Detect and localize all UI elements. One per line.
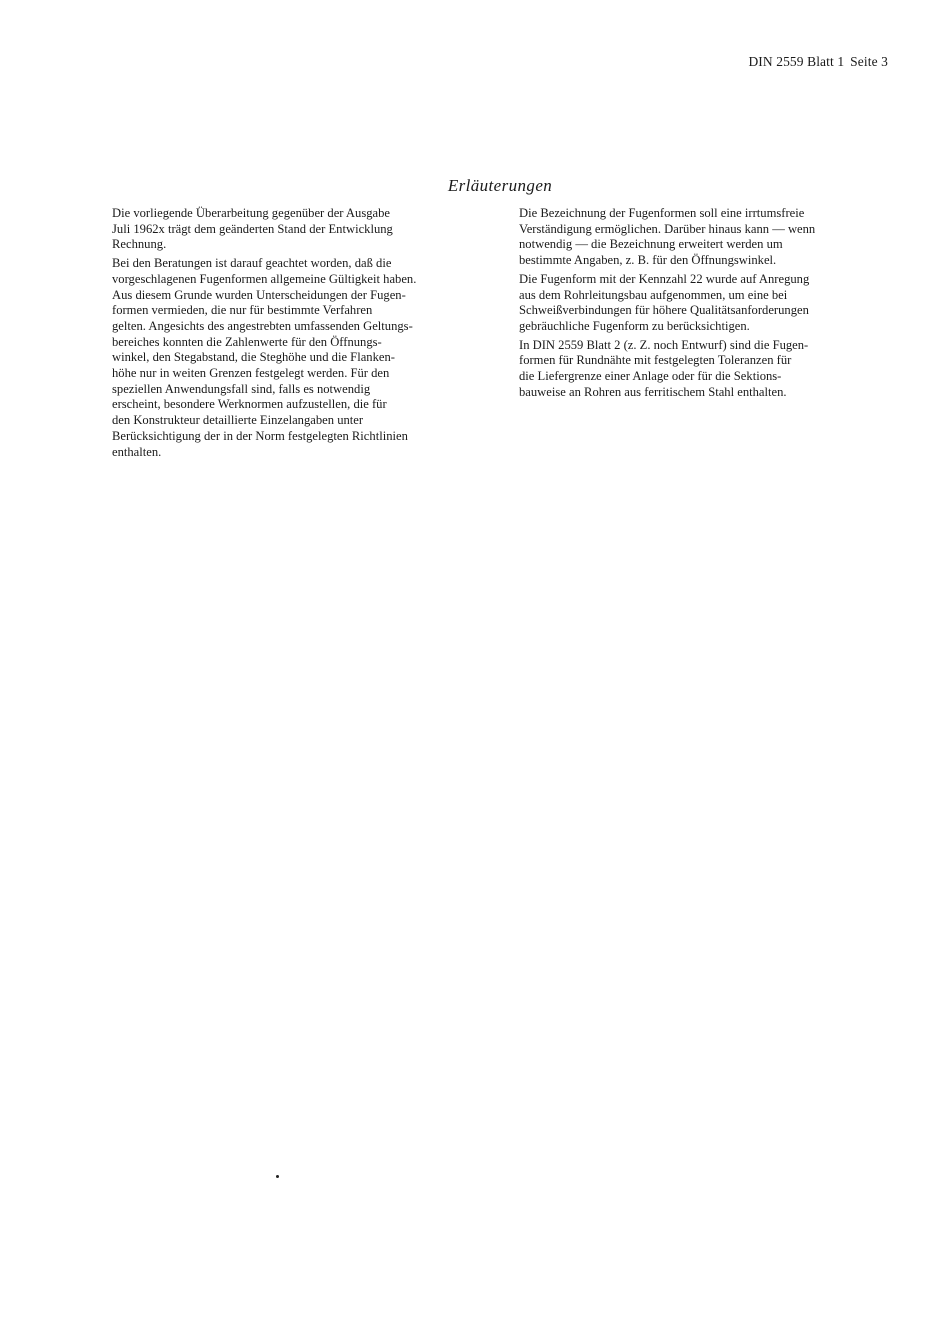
- text-line: die Liefergrenze einer Anlage oder für die Sektions-: [519, 369, 782, 384]
- page-number: Seite 3: [850, 54, 888, 69]
- text-line: Verständigung ermöglichen. Darüber hinaus kann — wenn: [519, 221, 816, 236]
- text-line: den Konstrukteur detaillierte Einzelangaben unter: [112, 413, 364, 428]
- text-line: gelten. Angesichts des angestrebten umfassenden Geltungs-: [112, 318, 413, 333]
- text-line: Die Fugenform mit der Kennzahl 22 wurde auf Anregung: [519, 271, 810, 286]
- text-line: formen vermieden, die nur für bestimmte Verfahren: [112, 303, 373, 318]
- text-line: Die vorliegende Überarbeitung gegenüber der Ausgabe: [112, 206, 391, 220]
- text-line: winkel, den Stegabstand, die Steghöhe und die Flanken-: [112, 350, 395, 365]
- text-line: höhe nur in weiten Grenzen festgelegt werden. Für den: [112, 366, 390, 381]
- text-line: Aus diesem Grunde wurden Unterscheidungen der Fugen-: [112, 287, 406, 302]
- text-line: notwendig — die Bezeichnung erweitert werden um: [519, 237, 783, 252]
- text-line: gebräuchliche Fugenform zu berücksichtigen.: [519, 318, 750, 333]
- text-line: Rechnung.: [112, 237, 167, 252]
- page-header: [748, 54, 888, 70]
- paragraph: [519, 338, 894, 401]
- text-line: In DIN 2559 Blatt 2 (z. Z. noch Entwurf) sind die Fugen-: [519, 337, 809, 352]
- section-title: Erläuterungen: [447, 176, 553, 195]
- text-line: bereiches konnten die Zahlenwerte für den Öffnungs-: [112, 334, 382, 349]
- text-line: Bei den Beratungen ist darauf geachtet worden, daß die: [112, 256, 392, 271]
- paragraph: [112, 206, 497, 253]
- text-line: bestimmte Angaben, z. B. für den Öffnungswinkel.: [519, 253, 777, 268]
- text-line: Juli 1962x trägt dem geänderten Stand der Entwicklung: [112, 221, 393, 236]
- left-column: [112, 206, 497, 463]
- stray-mark: [276, 1175, 279, 1178]
- text-line: formen für Rundnähte mit festgelegten Toleranzen für: [519, 353, 792, 368]
- paragraph: [112, 256, 497, 460]
- text-line: vorgeschlagenen Fugenformen allgemeine Gültigkeit haben.: [112, 271, 417, 286]
- text-line: enthalten.: [112, 444, 162, 459]
- text-line: bauweise an Rohren aus ferritischem Stahl enthalten.: [519, 384, 787, 399]
- text-line: speziellen Anwendungsfall sind, falls es notwendig: [112, 381, 371, 396]
- paragraph: [519, 206, 894, 269]
- text-line: Berücksichtigung der in der Norm festgelegten Richtlinien: [112, 428, 408, 443]
- text-line: aus dem Rohrleitungsbau aufgenommen, um eine bei: [519, 287, 788, 302]
- text-line: Die Bezeichnung der Fugenformen soll eine irrtumsfreie: [519, 206, 805, 220]
- text-line: Schweißverbindungen für höhere Qualitätsanforderungen: [519, 303, 809, 318]
- document-reference: DIN 2559 Blatt 1: [748, 54, 845, 69]
- paragraph: [519, 272, 894, 335]
- text-line: erscheint, besondere Werknormen aufzustellen, die für: [112, 397, 387, 412]
- right-column: [519, 206, 894, 403]
